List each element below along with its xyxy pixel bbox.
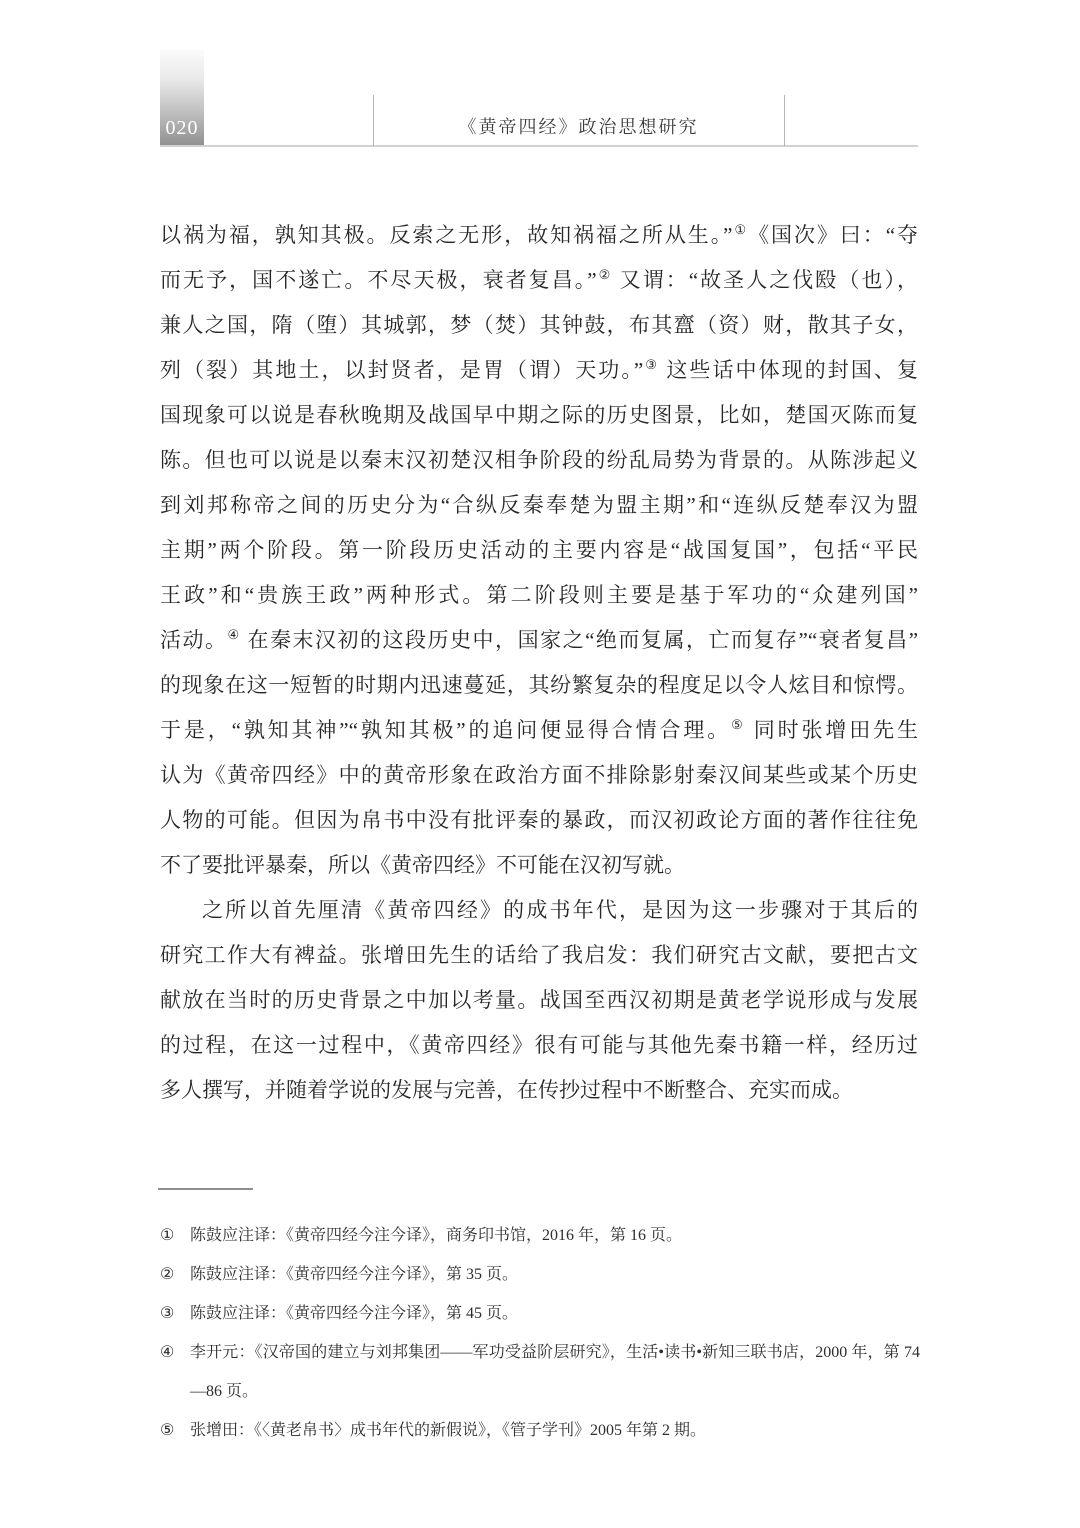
body-line: 研究工作大有裨益。张增田先生的话给了我启发：我们研究古文献，要把古文	[160, 943, 918, 967]
body-line: 到刘邦称帝之间的历史分为“合纵反秦奉楚为盟主期”和“连纵反楚奉汉为盟	[160, 493, 918, 517]
footnote-text: 陈鼓应注译：《黄帝四经今注今译》，第 45 页。	[190, 1305, 519, 1322]
body-line: 以祸为福，孰知其极。反索之无形，故知祸福之所从生。”①《国次》曰：“夺	[160, 222, 918, 247]
footnote-marker: ④	[160, 1344, 175, 1361]
body-line: 活动。④ 在秦末汉初的这段历史中，国家之“绝而复属，亡而复存”“衰者复昌”	[160, 627, 918, 652]
footnote-item	[160, 1411, 920, 1450]
footnote-marker: ②	[160, 1266, 175, 1283]
body-line: 陈。但也可以说是以秦末汉初楚汉相争阶段的纷乱局势为背景的。从陈涉起义	[160, 448, 918, 472]
footnotes	[160, 1216, 920, 1450]
page-number-bar	[160, 50, 204, 147]
body-line: 之所以首先厘清《黄帝四经》的成书年代，是因为这一步骤对于其后的	[202, 898, 918, 922]
body-line: 多人撰写，并随着学说的发展与完善，在传抄过程中不断整合、充实而成。	[160, 1078, 853, 1102]
footnote-item	[160, 1255, 920, 1294]
body-line: 主期”两个阶段。第一阶段历史活动的主要内容是“战国复国”，包括“平民	[160, 538, 918, 562]
body-line: 不了要批评暴秦，所以《黄帝四经》不可能在汉初写就。	[160, 853, 685, 877]
footnote-marker: ⑤	[160, 1422, 175, 1439]
body-line: 献放在当时的历史背景之中加以考量。战国至西汉初期是黄老学说形成与发展	[160, 988, 918, 1012]
footnote-item	[160, 1216, 920, 1255]
footnote-text: 陈鼓应注译：《黄帝四经今注今译》，第 35 页。	[190, 1266, 519, 1283]
footnote-text: 张增田：《〈黄老帛书〉成书年代的新假说》，《管子学刊》2005 年第 2 期。	[190, 1422, 707, 1439]
page-number: 020	[165, 117, 199, 139]
body-line: 于是，“孰知其神”“孰知其极”的追问便显得合情合理。⑤ 同时张增田先生	[160, 717, 918, 742]
footnote-ref[interactable]: ⑤	[731, 717, 746, 732]
body-line: 人物的可能。但因为帛书中没有批评秦的暴政，而汉初政论方面的著作往往免	[160, 808, 918, 832]
body-line: 列（裂）其地土，以封贤者，是胃（谓）天功。”③ 这些话中体现的封国、复	[160, 357, 918, 382]
body-line: 而无予，国不遂亡。不尽天极，衰者复昌。”② 又谓：“故圣人之伐殹（也），	[160, 267, 918, 292]
footnote-text: 李开元：《汉帝国的建立与刘邦集团——军功受益阶层研究》，生活•读书•新知三联书店，2000 年，第 74—86 页。	[190, 1344, 920, 1400]
body-line: 兼人之国，隋（堕）其城郭，梦（焚）其钟鼓，布其齍（资）财，散其子女，	[160, 313, 918, 337]
body-line: 的过程，在这一过程中，《黄帝四经》很有可能与其他先秦书籍一样，经历过	[160, 1033, 918, 1057]
body-text	[160, 213, 918, 1113]
footnote-text: 陈鼓应注译：《黄帝四经今注今译》，商务印书馆，2016 年，第 16 页。	[190, 1227, 683, 1244]
body-line: 王政”和“贵族王政”两种形式。第二阶段则主要是基于军功的“众建列国”	[160, 583, 918, 607]
footnote-ref[interactable]: ①	[732, 222, 749, 237]
body-line: 认为《黄帝四经》中的黄帝形象在政治方面不排除影射秦汉间某些或某个历史	[160, 763, 918, 787]
footnote-separator	[158, 1188, 253, 1190]
running-head-title: 《黄帝四经》政治思想研究	[458, 117, 699, 137]
footnote-item	[160, 1294, 920, 1333]
footnote-marker: ③	[160, 1305, 175, 1322]
body-line: 的现象在这一短暂的时期内迅速蔓延，其纷繁复杂的程度足以令人炫目和惊愕。	[160, 673, 918, 697]
header-rule	[160, 145, 918, 147]
footnote-item	[160, 1333, 920, 1411]
footnote-marker: ①	[160, 1227, 175, 1244]
footnote-ref[interactable]: ②	[596, 267, 613, 282]
header-tick-right	[784, 95, 785, 146]
body-line: 国现象可以说是春秋晚期及战国早中期之际的历史图景，比如，楚国灭陈而复	[160, 403, 918, 427]
footnote-ref[interactable]: ④	[227, 627, 241, 642]
footnote-ref[interactable]: ③	[643, 357, 660, 372]
